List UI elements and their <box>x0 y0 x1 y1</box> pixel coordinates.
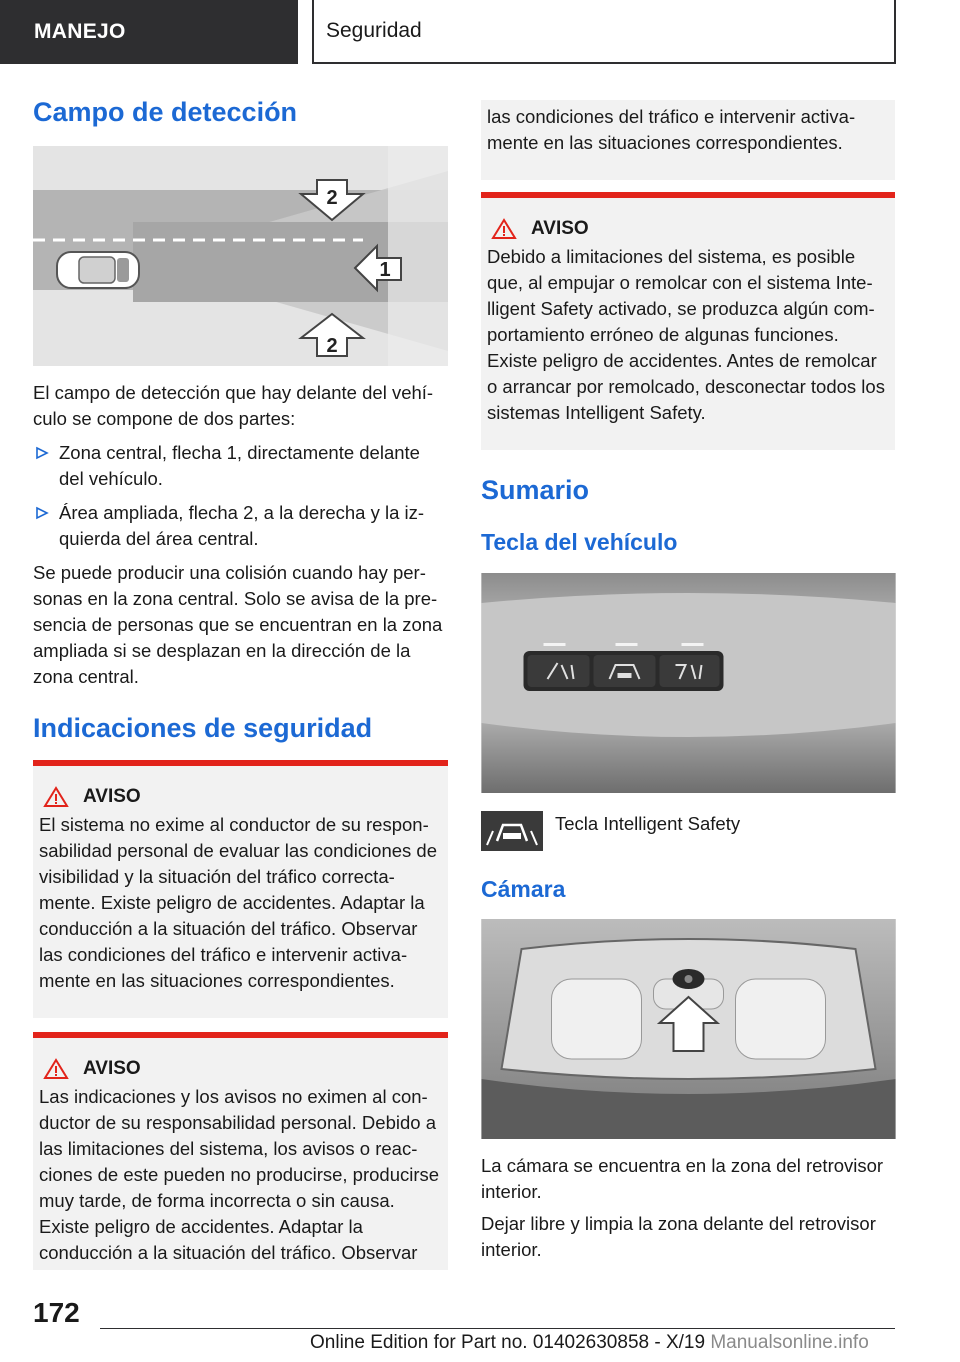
car-icon <box>57 252 139 288</box>
warning-title: AVISO <box>531 218 589 239</box>
list-item: Zona central, flecha 1, directamente delante del vehículo. <box>33 440 448 492</box>
warning-triangle-icon <box>43 786 69 808</box>
warning-title: AVISO <box>83 1057 141 1079</box>
warning-triangle-icon <box>43 1058 69 1080</box>
vehicle-buttons-photo <box>481 573 896 793</box>
svg-text:2: 2 <box>326 334 338 357</box>
list-item: Área ampliada, flecha 2, a la derecha y la izquierda del área central. <box>33 500 448 552</box>
heading-tecla: Tecla del vehículo <box>481 528 678 555</box>
page-header <box>0 0 960 66</box>
warning-box <box>33 1032 448 1270</box>
camera-photo <box>481 919 896 1139</box>
left-column <box>33 96 448 1270</box>
warning-text: Las indicaciones y los avisos no eximen al conductor de su responsabilidad personal. Debido a las limitaciones del sistema, los avisos o reacciones de este pueden no producirse, producirse muy tarde, de forma incorrecta o sin causa. Existe peligro de accidentes. Adaptar la conducción a la situación del tráfico. Observar <box>39 1085 440 1263</box>
edition-text: Online Edition for Part no. 01402630858 - X/19 <box>310 1332 706 1353</box>
heading-camara: Cámara <box>481 875 566 902</box>
tecla-label: Tecla Intelligent Safety <box>555 812 741 834</box>
watermark-text: Manualsonline.info <box>710 1332 869 1353</box>
detection-field-figure <box>33 146 448 366</box>
heading-campo-deteccion: Campo de detección <box>33 97 298 127</box>
warning-title: AVISO <box>83 785 141 807</box>
warning-text: Debido a limitaciones del sistema, es posible que, al empujar o remolcar con el sistema Intelligent Safety activado, se produzca algún comportamiento erróneo de algunas funciones. Existe peligro de accidentes. Antes de remolcar o arrancar por remolcado, desconectar todos los sistemas Intelligent Safety. <box>487 246 885 423</box>
warning-box <box>33 760 448 1018</box>
right-column <box>481 100 895 1263</box>
warning-text: El sistema no exime al conductor de su responsabilidad personal de evaluar las condiciones de visibilidad y la situación del tráfico correctamente. Existe peligro de accidentes. Adaptar la conducción a la situación del tráfico. Observar las condiciones del tráfico e intervenir activamente en las situaciones correspondientes. <box>39 813 438 991</box>
bullet-triangle-icon <box>33 440 53 466</box>
bullet-triangle-icon <box>33 500 53 526</box>
paragraph-camara-2: Dejar libre y limpia la zona delante del retrovisor interior. <box>481 1213 876 1261</box>
footer-divider <box>100 1328 895 1329</box>
warning-text: las condiciones del tráfico e intervenir activamente en las situaciones correspondientes. <box>487 106 856 153</box>
svg-text:2: 2 <box>326 186 338 209</box>
page-number: 172 <box>33 1297 80 1328</box>
chapter-title: Seguridad <box>312 0 896 64</box>
footer-edition <box>310 1332 869 1354</box>
paragraph-colision: Se puede producir una colisión cuando hay personas en la zona central. Solo se avisa de la presencia de personas que se encuentran en la zona ampliada si se desplazan en la dirección de la zona central. <box>33 561 443 687</box>
paragraph-camara-1: La cámara se encuentra en la zona del retrovisor interior. <box>481 1155 884 1203</box>
warning-triangle-icon <box>491 218 517 240</box>
section-label: MANEJO <box>0 0 298 64</box>
heading-sumario: Sumario <box>481 475 590 505</box>
intelligent-safety-icon <box>481 811 543 851</box>
svg-text:1: 1 <box>379 258 391 281</box>
heading-indicaciones: Indicaciones de seguridad <box>33 712 373 743</box>
paragraph-campo: El campo de detección que hay delante del vehículo se compone de dos partes: <box>33 381 434 429</box>
tecla-legend <box>481 811 895 851</box>
warning-box <box>481 192 895 450</box>
warning-box-continued <box>481 100 895 180</box>
